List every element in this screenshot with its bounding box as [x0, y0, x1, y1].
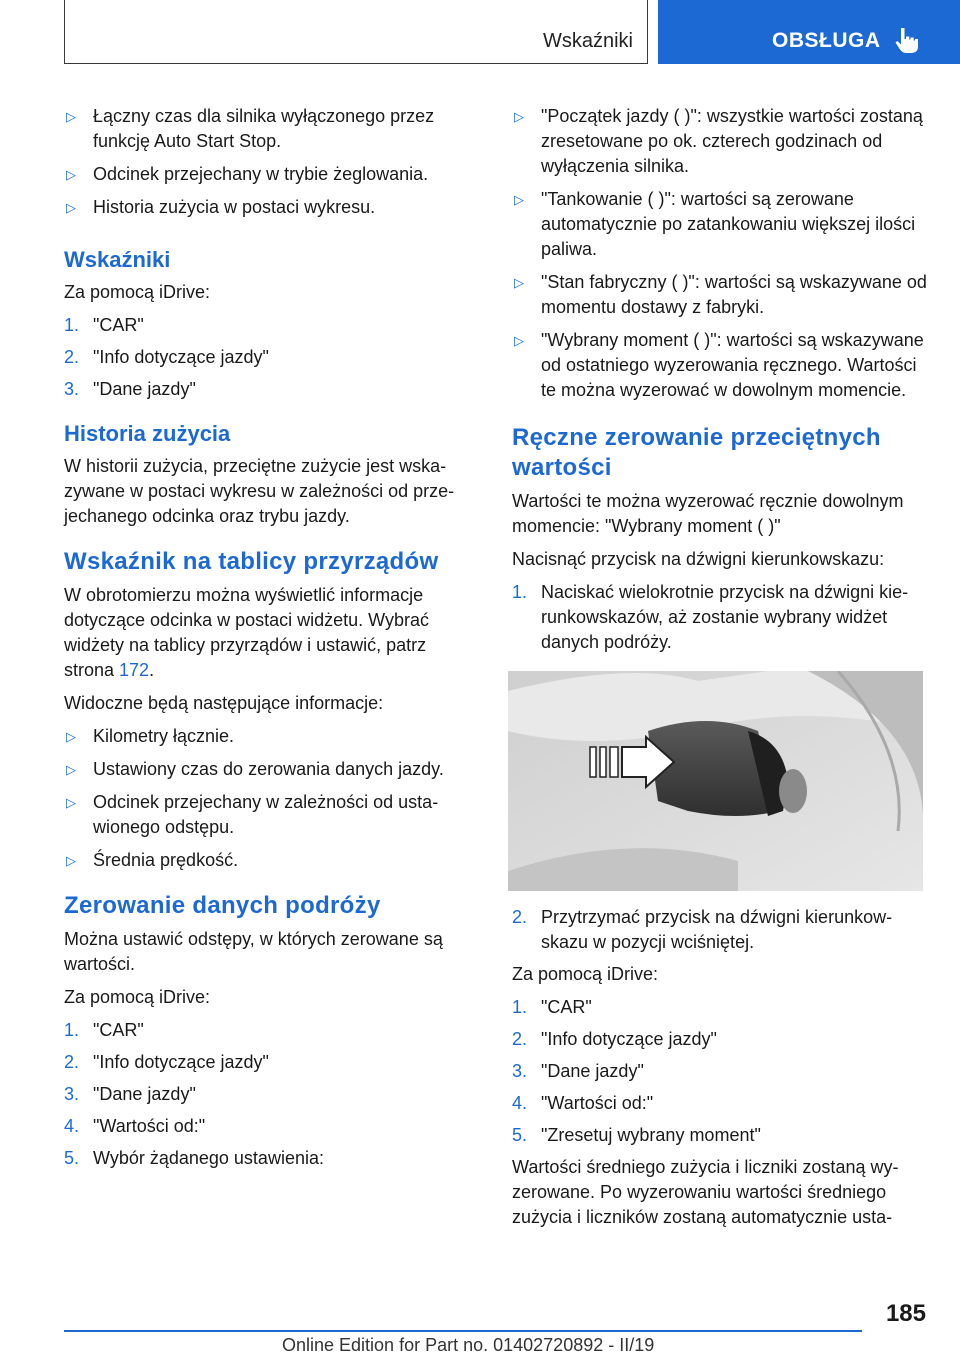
step-item	[512, 1091, 932, 1116]
step-text: "Info dotyczące jazdy"	[541, 1029, 717, 1049]
paragraph-historia: W historii zużycia, przeciętne zużycie jest wskazywane w postaci wykresu w zależności od przejechanego odcinka oraz trybu jazdy.	[64, 456, 455, 526]
bullet-item	[64, 790, 476, 840]
bullet-text: Odcinek przejechany w zależności od ustawionego odstępu.	[93, 792, 439, 837]
header-section-title: Wskaźniki	[542, 30, 633, 52]
bullet-text: "Tankowanie ( )": wartości są zerowane automatycznie po zatankowaniu większej ilości paliwa.	[541, 189, 916, 259]
paragraph-reczne: Wartości te można wyzerować ręcznie dowolnym momencie: "Wybrany moment ( )"	[512, 491, 904, 536]
right-column	[512, 104, 932, 1238]
step-item	[512, 905, 932, 955]
bullet-text: Średnia prędkość.	[93, 850, 239, 870]
bullet-item	[512, 187, 932, 262]
step-number: 2.	[512, 907, 528, 927]
step-item	[64, 1146, 476, 1171]
step-text: "Dane jazdy"	[541, 1061, 644, 1081]
lever-illustration-graphic	[508, 671, 923, 891]
heading-zerowanie: Zerowanie danych podróży	[64, 892, 381, 919]
step-text: "Dane jazdy"	[93, 1084, 196, 1104]
step-item	[512, 580, 932, 655]
bullet-item	[64, 757, 476, 782]
bullet-item	[512, 104, 932, 179]
footer-edition: Online Edition for Part no. 01402720892 - II/19	[282, 1335, 655, 1355]
turn-signal-lever-illustration	[508, 671, 923, 891]
step-text: "Wartości od:"	[93, 1116, 206, 1136]
triangle-bullet-icon: ▷	[66, 167, 76, 182]
step-item	[64, 1050, 476, 1075]
step-number: 1.	[512, 997, 528, 1017]
step-number: 2.	[64, 347, 80, 367]
step-text: "CAR"	[93, 1020, 144, 1040]
triangle-bullet-icon: ▷	[514, 333, 524, 348]
step-number: 2.	[512, 1029, 528, 1049]
step-number: 4.	[512, 1093, 528, 1113]
heading-historia: Historia zużycia	[64, 421, 231, 446]
step-number: 1.	[64, 315, 80, 335]
step-item	[512, 1059, 932, 1084]
paragraph-nacisnac: Nacisnąć przycisk na dźwigni kierunkowskazu:	[512, 549, 885, 569]
triangle-bullet-icon: ▷	[66, 795, 76, 810]
step-item	[64, 1018, 476, 1043]
step-number: 5.	[512, 1125, 528, 1145]
step-text: "Info dotyczące jazdy"	[93, 1052, 269, 1072]
paragraph-tablica	[64, 583, 476, 683]
triangle-bullet-icon: ▷	[66, 200, 76, 215]
step-text: "Wartości od:"	[541, 1093, 654, 1113]
paragraph-intro: Za pomocą iDrive:	[512, 964, 659, 984]
bullet-item	[512, 328, 932, 403]
header-section-box	[64, 0, 648, 64]
step-item	[512, 1123, 932, 1148]
paragraph-intro: Za pomocą iDrive:	[64, 282, 211, 302]
step-item	[64, 377, 476, 402]
page-number: 185	[885, 1300, 926, 1327]
triangle-bullet-icon: ▷	[66, 762, 76, 777]
step-item	[64, 345, 476, 370]
step-text: "Info dotyczące jazdy"	[93, 347, 269, 367]
step-number: 2.	[64, 1052, 80, 1072]
step-number: 1.	[64, 1020, 80, 1040]
triangle-bullet-icon: ▷	[66, 853, 76, 868]
paragraph-text-end: .	[149, 660, 155, 680]
step-number: 5.	[64, 1148, 80, 1168]
paragraph-text: W obrotomierzu można wyświetlić informacje dotyczące odcinka w postaci widżetu. Wybrać widżety na tablicy przyrządów i ustawić, patrz strona	[64, 585, 430, 680]
bullet-item	[64, 848, 476, 873]
triangle-bullet-icon: ▷	[66, 729, 76, 744]
triangle-bullet-icon: ▷	[514, 192, 524, 207]
bullet-item	[512, 270, 932, 320]
page-link-172[interactable]: 172	[119, 660, 150, 680]
bullet-item	[64, 104, 476, 154]
step-text: Naciskać wielokrotnie przycisk na dźwigni kierunkowskazów, aż zostanie wybrany widżet danych podróży.	[541, 582, 909, 652]
step-item	[512, 1027, 932, 1052]
bullet-text: Kilometry łącznie.	[93, 726, 235, 746]
triangle-bullet-icon: ▷	[66, 109, 76, 124]
step-item	[512, 995, 932, 1020]
heading-wskazniki: Wskaźniki	[64, 247, 171, 272]
step-text: Przytrzymać przycisk na dźwigni kierunkowskazu w pozycji wciśniętej.	[541, 907, 893, 952]
triangle-bullet-icon: ▷	[514, 275, 524, 290]
header-chapter-label: OBSŁUGA	[772, 29, 881, 52]
step-text: "CAR"	[93, 315, 144, 335]
bullet-text: Odcinek przejechany w trybie żeglowania.	[93, 164, 429, 184]
step-text: Wybór żądanego ustawienia:	[93, 1148, 324, 1168]
bullet-text: Łączny czas dla silnika wyłączonego przez funkcję Auto Start Stop.	[93, 106, 435, 151]
step-text: "CAR"	[541, 997, 592, 1017]
heading-tablica: Wskaźnik na tablicy przyrządów	[64, 548, 439, 575]
step-item	[64, 1082, 476, 1107]
step-number: 1.	[512, 582, 528, 602]
header-chapter-tab	[658, 0, 960, 64]
step-item	[64, 1114, 476, 1139]
bullet-item	[64, 724, 476, 749]
paragraph-intro: Za pomocą iDrive:	[64, 987, 211, 1007]
bullet-text: "Początek jazdy ( )": wszystkie wartości zostaną zresetowane po ok. czterech godzinach od wyłączenia silnika.	[541, 106, 923, 176]
paragraph-zerowanie: Można ustawić odstępy, w których zerowane są wartości.	[64, 929, 443, 974]
step-item	[64, 313, 476, 338]
pointing-hand-icon	[894, 26, 920, 54]
heading-reczne: Ręczne zerowanie przeciętnych wartości	[512, 424, 881, 481]
bullet-text: "Wybrany moment ( )": wartości są wskazywane od ostatniego wyzerowania ręcznego. Wartości te można wyzerować w dowolnym momencie.	[541, 330, 924, 400]
step-number: 3.	[512, 1061, 528, 1081]
left-column	[64, 104, 476, 1178]
triangle-bullet-icon: ▷	[514, 109, 524, 124]
step-number: 3.	[64, 379, 80, 399]
step-text: "Dane jazdy"	[93, 379, 196, 399]
footer-divider	[64, 1330, 862, 1332]
bullet-text: "Stan fabryczny ( )": wartości są wskazywane od momentu dostawy z fabryki.	[541, 272, 927, 317]
bullet-text: Historia zużycia w postaci wykresu.	[93, 197, 376, 217]
bullet-text: Ustawiony czas do zerowania danych jazdy.	[93, 759, 444, 779]
step-number: 4.	[64, 1116, 80, 1136]
step-number: 3.	[64, 1084, 80, 1104]
bullet-item	[64, 162, 476, 187]
step-text: "Zresetuj wybrany moment"	[541, 1125, 761, 1145]
paragraph-closing: Wartości średniego zużycia i liczniki zostaną wyzerowane. Po wyzerowaniu wartości średniego zużycia i liczników zostaną automatycznie usta-	[512, 1157, 899, 1227]
paragraph-visible-info: Widoczne będą następujące informacje:	[64, 693, 384, 713]
bullet-item	[64, 195, 476, 220]
